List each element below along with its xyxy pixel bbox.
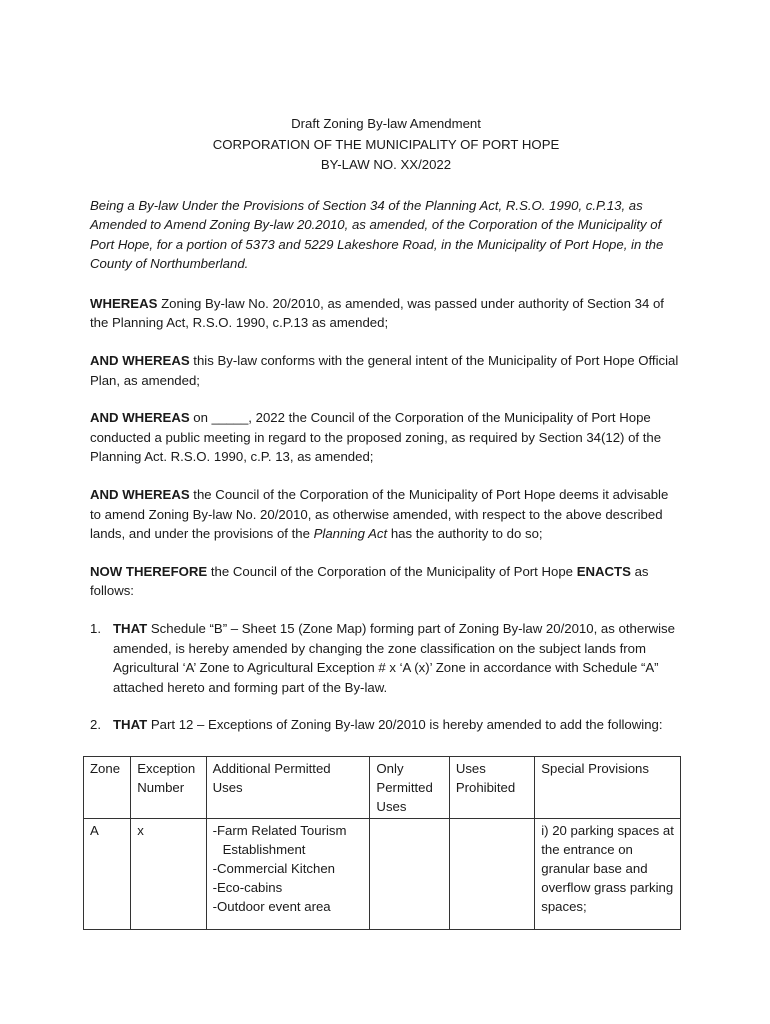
recital-whereas [90, 294, 682, 333]
header-only-permitted-uses: Only Permitted Uses [370, 757, 449, 819]
recital-and-whereas-advisable [90, 485, 682, 544]
header-special-provisions: Special Provisions [535, 757, 681, 819]
bylaw-title: Being a By-law Under the Provisions of Section 34 of the Planning Act, R.S.O. 1990, c.P.13, as Amended to Amend Zoning By-law 20.2010, as amended, of the Corporation of the Municipality of Port Hope, for a portion of 5373 and 5229 Lakeshore Road, in the Municipality of Port Hope, in the County of Northumberland. [90, 197, 664, 272]
use-item: -Eco-cabins [212, 880, 283, 895]
document-page [90, 114, 682, 753]
clause-1 [90, 619, 682, 697]
enactment-clause [90, 562, 682, 601]
cell-additional-permitted-uses [206, 819, 370, 930]
recital-lead: WHEREAS [90, 295, 158, 311]
document-header [90, 114, 682, 176]
recital-and-whereas-official-plan [90, 351, 682, 390]
header-zone: Zone [84, 757, 131, 819]
table-row [84, 819, 681, 930]
recital-text: has the authority to do so; [387, 526, 543, 542]
clause-number: 1. [90, 621, 101, 636]
recital-text: Zoning By-law No. 20/2010, as amended, was passed under authority of Section 34 of the Planning Act, R.S.O. 1990, c.P.13 as amended; [90, 295, 664, 331]
enacts-keyword: ENACTS [576, 563, 631, 579]
cell-zone: A [84, 819, 131, 930]
recital-and-whereas-public-meeting [90, 408, 682, 467]
clause-number: 2. [90, 717, 101, 733]
use-item: -Outdoor event area [212, 899, 331, 914]
recital-lead: AND WHEREAS [90, 353, 190, 369]
recital-text: the Council of the Corporation of the Municipality of Port Hope deems it advisable to amend Zoning By-law No. 20/2010, as otherwise amended, with respect to the above described lands, and under the provisions of the [90, 487, 669, 542]
recital-lead: AND WHEREAS [90, 410, 190, 426]
table-header-row [84, 757, 681, 819]
cell-special-provisions: i) 20 parking spaces at the entrance on granular base and overflow grass parking spaces; [535, 819, 681, 930]
use-item-continuation: Establishment [222, 842, 306, 857]
cell-exception-number: x [131, 819, 206, 930]
clause-body [113, 715, 682, 735]
use-item: -Commercial Kitchen [212, 861, 335, 876]
header-exception-number: Exception Number [131, 757, 206, 819]
recital-text: on _____, 2022 the Council of the Corporation of the Municipality of Port Hope conducted a public meeting in regard to the proposed zoning, as required by Section 34(12) of the Planning Act. R.S.O. 1990, c.P. 13, as amended; [90, 410, 662, 465]
planning-act-reference: Planning Act [313, 526, 388, 542]
exceptions-table [83, 756, 681, 930]
draft-label: Draft Zoning By-law Amendment [291, 116, 481, 131]
clause-2 [90, 715, 682, 735]
cell-uses-prohibited [449, 819, 534, 930]
clause-lead: THAT [113, 717, 148, 733]
corporation-name: CORPORATION OF THE MUNICIPALITY OF PORT HOPE [212, 136, 560, 152]
clause-text: Part 12 – Exceptions of Zoning By-law 20/2010 is hereby amended to add the following: [147, 717, 663, 733]
enactment-lead: NOW THEREFORE [90, 563, 208, 579]
use-item: -Farm Related Tourism [212, 823, 347, 838]
header-additional-permitted-uses: Additional Permitted Uses [206, 757, 370, 819]
clause-list [90, 619, 682, 735]
recital-text: this By-law conforms with the general intent of the Municipality of Port Hope Official Plan, as amended; [90, 353, 679, 388]
enactment-text: the Council of the Corporation of the Municipality of Port Hope [207, 563, 577, 579]
clause-lead: THAT [113, 621, 148, 636]
enactment-text: as follows: [90, 563, 649, 599]
cell-only-permitted-uses [370, 819, 449, 930]
clause-body [113, 619, 682, 697]
bylaw-number: BY-LAW NO. XX/2022 [320, 157, 452, 172]
clause-text: Schedule “B” – Sheet 15 (Zone Map) forming part of Zoning By-law 20/2010, as otherwise amended, is hereby amended by changing the zone classification on the subject lands from Agricultural ‘A’ Zone to Agricultural Exception # x ‘A (x)’ Zone in accordance with Schedule “A” attached hereto and forming part of the By-law. [113, 621, 675, 695]
header-uses-prohibited: Uses Prohibited [449, 757, 534, 819]
recital-lead: AND WHEREAS [90, 487, 190, 503]
